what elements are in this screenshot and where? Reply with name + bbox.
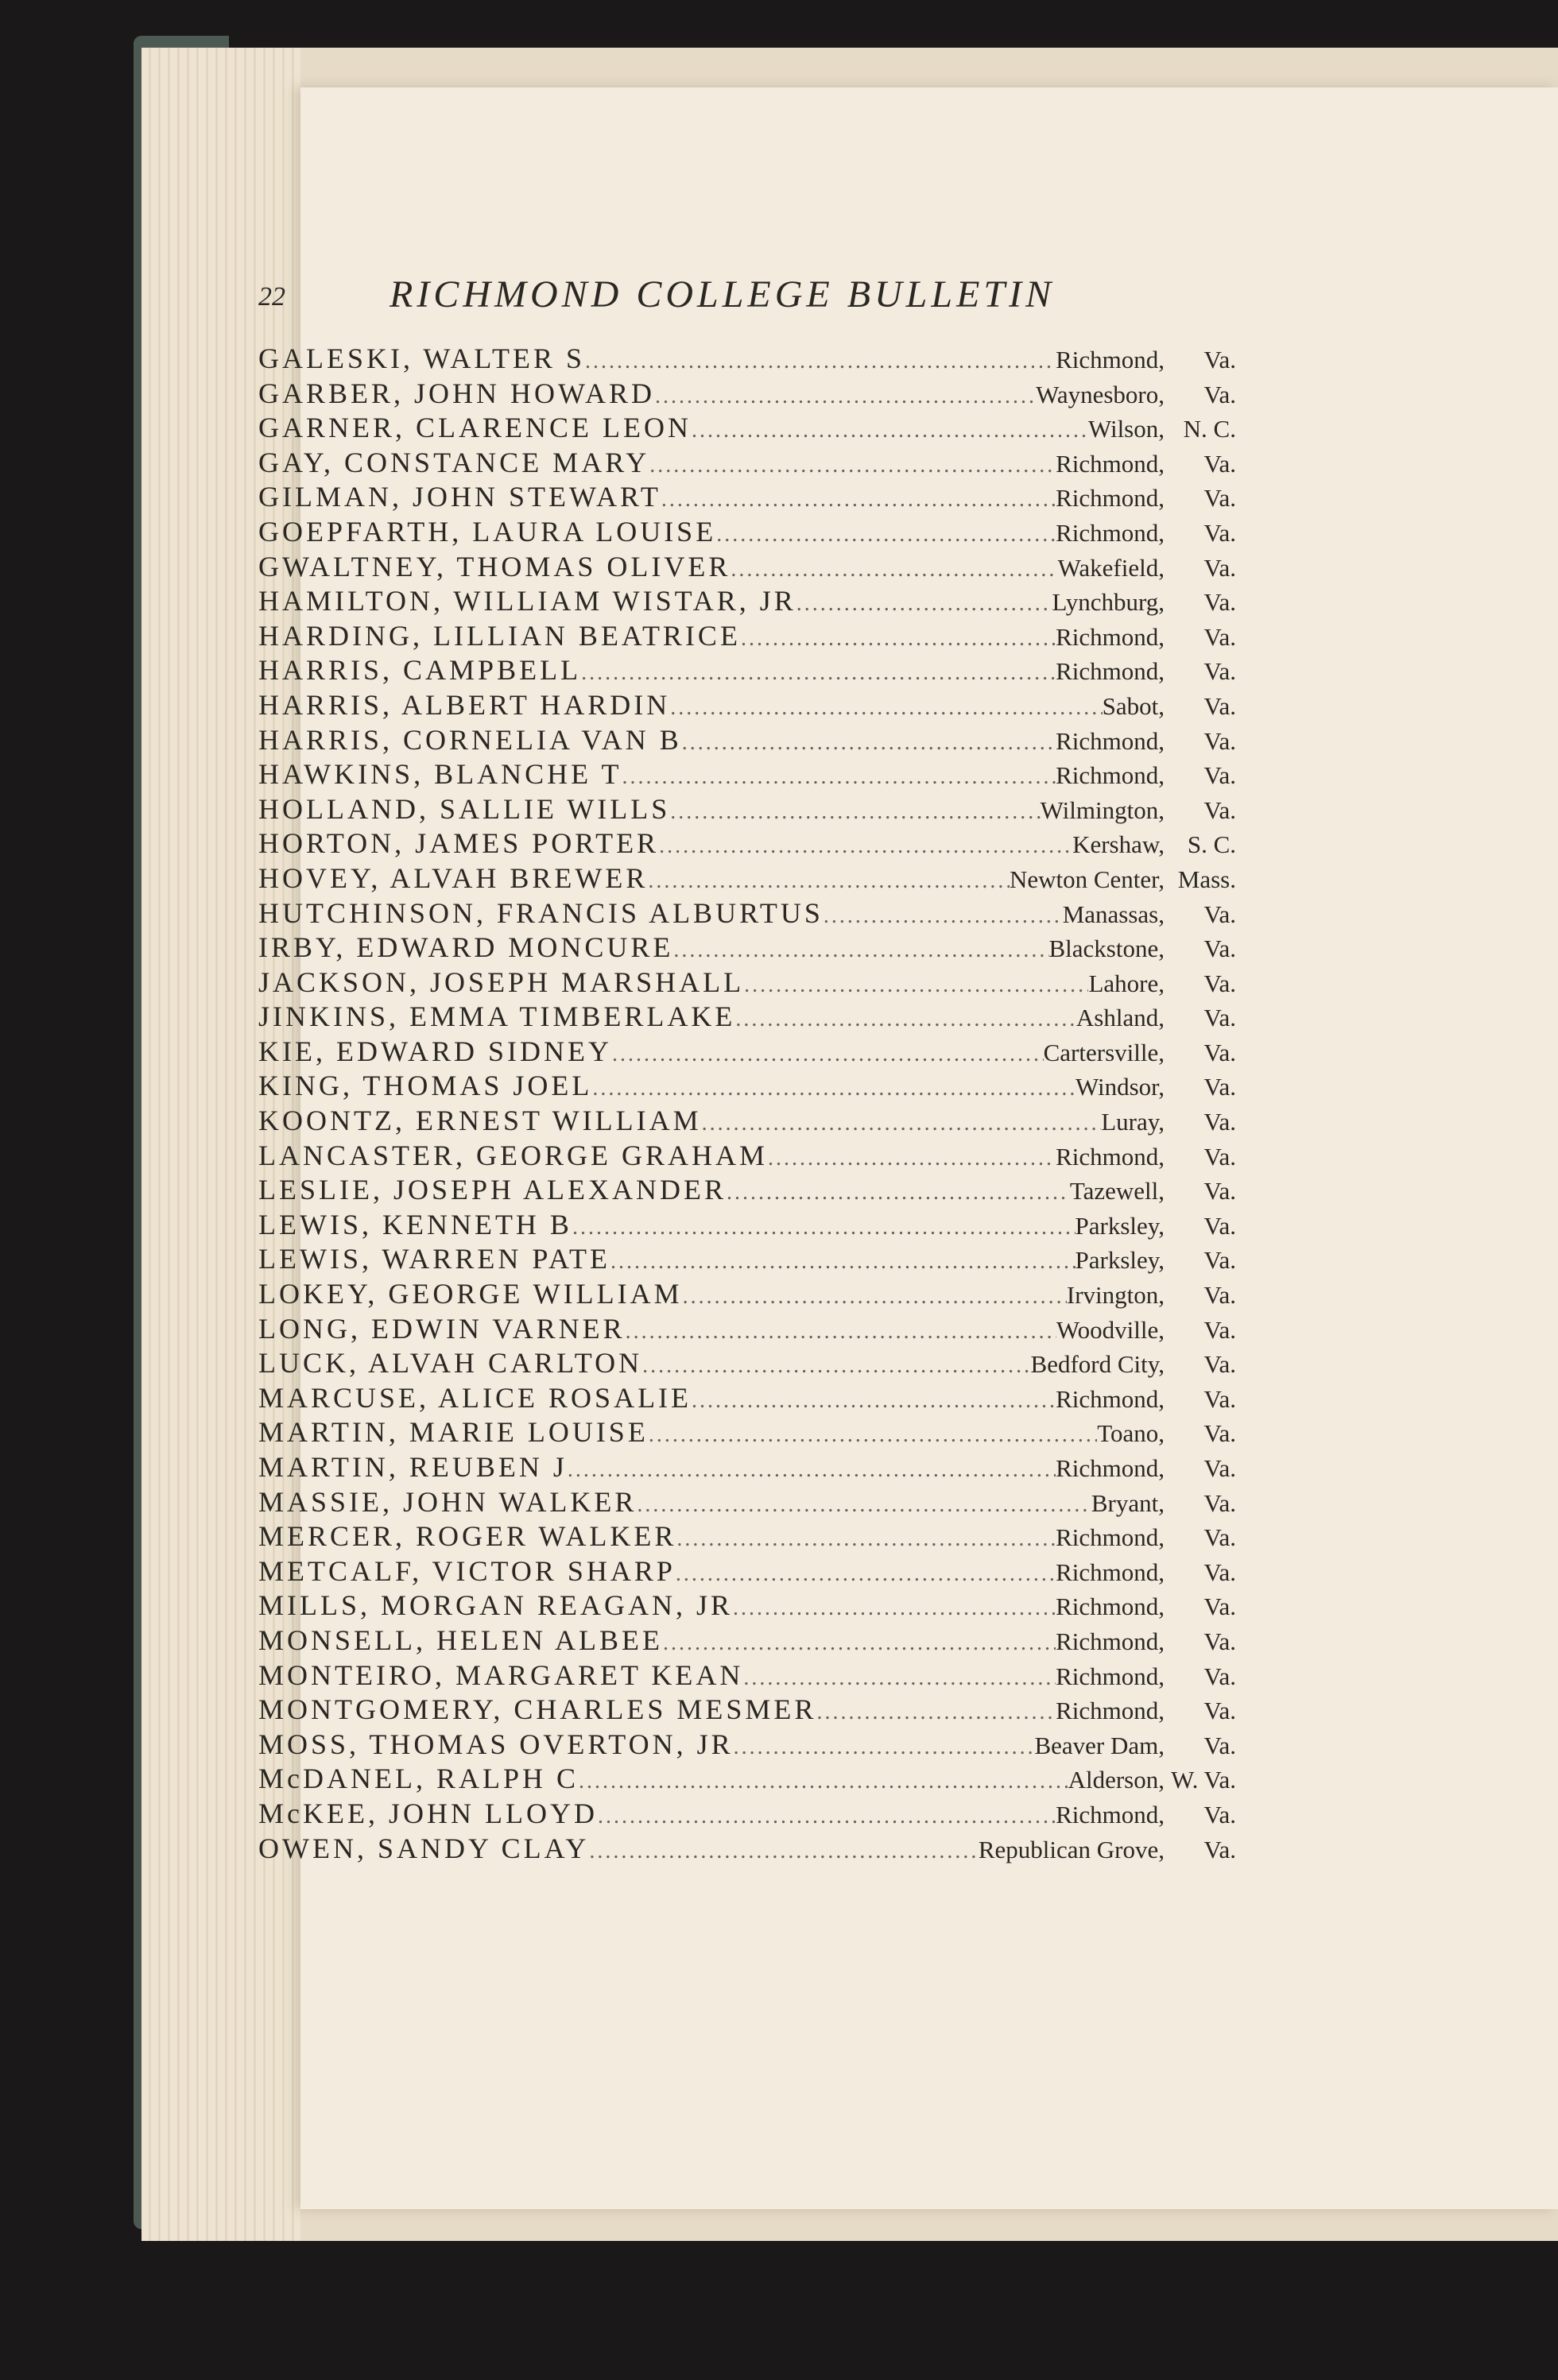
state: Va. [1203,1038,1236,1066]
dot-leader [649,1422,1097,1448]
state: Va. [1203,1592,1236,1621]
student-name: METCALF, VICTOR SHARP [258,1554,676,1587]
roster-entry [258,619,1236,654]
state: Va. [1203,449,1236,478]
hometown: Wilmington, [1040,795,1165,824]
student-name: MASSIE, JOHN WALKER [258,1485,638,1518]
hometown: Alderson, [1068,1766,1165,1794]
student-name: HUTCHINSON, FRANCIS ALBURTUS [258,896,824,929]
student-name: MERCER, ROGER WALKER [258,1520,677,1553]
dot-leader [648,869,1010,894]
state: Va. [1203,622,1236,651]
dot-leader [683,1284,1067,1310]
hometown: Newton Center, [1009,865,1165,893]
hometown: Windsor, [1075,1073,1165,1101]
state: Va. [1203,1662,1236,1690]
roster-entry [258,1208,1236,1243]
dot-leader [670,695,1102,721]
hometown: Woodville, [1056,1315,1165,1344]
student-name: HOLLAND, SALLIE WILLS [258,792,671,825]
state: Va. [1203,1384,1236,1413]
dot-leader [637,1492,1091,1518]
dot-leader [692,1388,1056,1414]
state: Va. [1203,1246,1236,1275]
page-title: RICHMOND COLLEGE BULLETIN [390,273,1056,315]
running-head [258,273,1204,320]
dot-leader [735,1007,1076,1032]
student-name: GOEPFARTH, LAURA LOUISE [258,515,717,548]
student-name: MARCUSE, ALICE ROSALIE [258,1381,692,1414]
dot-leader [592,1076,1075,1101]
student-name: MILLS, MORGAN REAGAN, JR [258,1589,734,1622]
state: Va. [1203,588,1236,617]
student-name: JINKINS, EMMA TIMBERLAKE [258,1000,736,1033]
roster-entry [258,446,1236,481]
hometown: Richmond, [1056,1558,1165,1586]
hometown: Richmond, [1056,726,1165,755]
student-name: HAMILTON, WILLIAM WISTAR, JR [258,585,796,617]
dot-leader [824,904,1063,929]
hometown: Lynchburg, [1052,588,1165,617]
dot-leader [731,557,1057,582]
roster-entry [258,584,1236,619]
roster-entry [258,1173,1236,1208]
hometown: Richmond, [1056,657,1165,686]
state: Va. [1203,657,1236,686]
roster-entry [258,1139,1236,1174]
student-name: HOVEY, ALVAH BREWER [258,861,649,894]
student-name: GAY, CONSTANCE MARY [258,446,650,478]
dot-leader [659,834,1072,859]
state: Va. [1203,1004,1236,1032]
state: Va. [1203,761,1236,790]
dot-leader [649,453,1056,478]
hometown: Richmond, [1056,1142,1165,1171]
roster-entry [258,1069,1236,1104]
hometown: Richmond, [1056,449,1165,478]
roster-entry [258,1797,1236,1832]
hometown: Richmond, [1056,1662,1165,1690]
hometown: Richmond, [1056,484,1165,513]
roster-entry [258,1104,1236,1139]
dot-leader [612,1042,1044,1067]
roster-entry [258,1000,1236,1035]
hometown: Sabot, [1102,691,1165,720]
hometown: Waynesboro, [1036,380,1165,408]
state: Va. [1203,1108,1236,1136]
state: Va. [1203,1073,1236,1101]
roster-entry [258,688,1236,723]
student-name: MARTIN, REUBEN J [258,1451,568,1483]
dot-leader [579,1769,1068,1794]
student-name: KOONTZ, ERNEST WILLIAM [258,1105,702,1137]
roster-entry [258,515,1236,550]
state: Va. [1203,1281,1236,1310]
state: Mass. [1177,865,1236,893]
student-name: LEWIS, KENNETH B [258,1208,572,1240]
roster-entry [258,342,1236,377]
state: Va. [1203,1835,1236,1863]
dot-leader [585,349,1056,374]
hometown: Toano, [1097,1419,1165,1448]
student-name: LESLIE, JOSEPH ALEXANDER [258,1174,727,1206]
state: Va. [1203,1454,1236,1482]
state: Va. [1203,1523,1236,1552]
student-name: HARRIS, CORNELIA VAN B [258,723,682,756]
roster-entry [258,757,1236,792]
student-name: HARDING, LILLIAN BEATRICE [258,619,741,652]
state: W. Va. [1171,1766,1236,1794]
roster-entry [258,1450,1236,1485]
student-name: IRBY, EDWARD MONCURE [258,931,674,964]
page-number: 22 [258,282,285,312]
state: Va. [1203,1177,1236,1205]
hometown: Manassas, [1062,900,1165,928]
roster-entry [258,861,1236,896]
roster-entry [258,826,1236,861]
hometown: Richmond, [1056,622,1165,651]
hometown: Parksley, [1075,1211,1165,1240]
roster-entry [258,1242,1236,1277]
dot-leader [816,1700,1056,1725]
state: Va. [1203,795,1236,824]
hometown: Tazewell, [1069,1177,1165,1205]
state: Va. [1203,380,1236,408]
hometown: Bedford City, [1030,1350,1165,1379]
hometown: Irvington, [1066,1281,1165,1310]
hometown: Blackstone, [1048,935,1165,963]
roster-entry [258,1832,1236,1867]
state: Va. [1203,900,1236,928]
roster-entry [258,1381,1236,1416]
roster-entry [258,1554,1236,1589]
student-name: GALESKI, WALTER S [258,342,586,374]
hometown: Wakefield, [1057,553,1165,582]
dot-leader [581,660,1056,686]
hometown: Richmond, [1056,761,1165,790]
state: Va. [1203,1315,1236,1344]
dot-leader [744,973,1088,998]
roster-entry [258,896,1236,931]
state: Va. [1203,935,1236,963]
roster-entry [258,480,1236,515]
roster-entry [258,792,1236,827]
roster-entry [258,653,1236,688]
hometown: Richmond, [1056,1523,1165,1552]
state: Va. [1203,1142,1236,1171]
hometown: Richmond, [1056,346,1165,373]
roster-entry [258,1485,1236,1520]
state: Va. [1203,1558,1236,1586]
student-name: GWALTNEY, THOMAS OLIVER [258,550,731,582]
student-name: GARNER, CLARENCE LEON [258,412,692,444]
roster-entry [258,1762,1236,1797]
hometown: Ashland, [1075,1004,1165,1032]
dot-leader [682,730,1056,756]
student-name: MARTIN, MARIE LOUISE [258,1416,649,1449]
dot-leader [702,1111,1102,1136]
roster-entry [258,1519,1236,1554]
state: Va. [1203,1419,1236,1448]
dot-leader [670,799,1040,825]
dot-leader [568,1457,1056,1483]
hometown: Cartersville, [1043,1038,1165,1066]
dot-leader [676,1527,1056,1552]
dot-leader [741,626,1056,652]
roster-entry [258,723,1236,758]
state: N. C. [1183,415,1236,443]
student-name: LOKEY, GEORGE WILLIAM [258,1278,683,1310]
state: S. C. [1187,830,1236,859]
dot-leader [622,764,1056,790]
roster-entry [258,1693,1236,1728]
dot-leader [692,418,1088,443]
dot-leader [796,591,1052,617]
student-roster [258,342,1236,1866]
student-name: KING, THOMAS JOEL [258,1070,593,1102]
hometown: Richmond, [1056,518,1165,547]
dot-leader [733,1596,1056,1621]
hometown: Republican Grove, [978,1835,1165,1863]
dot-leader [768,1146,1056,1171]
dot-leader [743,1666,1056,1691]
hometown: Parksley, [1075,1246,1165,1275]
state: Va. [1203,691,1236,720]
roster-entry [258,1035,1236,1070]
state: Va. [1203,518,1236,547]
student-name: GILMAN, JOHN STEWART [258,481,661,513]
roster-entry [258,931,1236,966]
student-name: McDANEL, RALPH C [258,1763,579,1795]
state: Va. [1203,484,1236,513]
student-name: OWEN, SANDY CLAY [258,1832,590,1864]
student-name: LEWIS, WARREN PATE [258,1243,611,1275]
state: Va. [1203,346,1236,373]
dot-leader [727,1180,1070,1205]
hometown: Richmond, [1056,1592,1165,1621]
state: Va. [1203,553,1236,582]
roster-entry [258,411,1236,446]
dot-leader [663,1631,1056,1656]
dot-leader [642,1353,1030,1379]
dot-leader [661,487,1056,513]
state: Va. [1203,1350,1236,1379]
dot-leader [626,1319,1056,1345]
student-name: LUCK, ALVAH CARLTON [258,1347,643,1380]
dot-leader [716,522,1056,548]
roster-entry [258,377,1236,412]
student-name: MOSS, THOMAS OVERTON, JR [258,1728,734,1760]
student-name: GARBER, JOHN HOWARD [258,377,656,409]
student-name: LANCASTER, GEORGE GRAHAM [258,1139,769,1171]
hometown: Richmond, [1056,1454,1165,1482]
dot-leader [572,1215,1075,1240]
hometown: Kershaw, [1072,830,1165,859]
dot-leader [610,1249,1075,1275]
state: Va. [1203,1697,1236,1725]
dot-leader [598,1804,1056,1829]
dot-leader [673,938,1048,963]
hometown: Lahore, [1088,969,1165,997]
student-name: HARRIS, CAMPBELL [258,654,582,687]
roster-entry [258,1589,1236,1623]
hometown: Bryant, [1091,1488,1165,1517]
student-name: HARRIS, ALBERT HARDIN [258,688,671,721]
roster-entry [258,966,1236,1000]
roster-entry [258,1728,1236,1763]
student-name: LONG, EDWIN VARNER [258,1312,626,1345]
state: Va. [1203,1627,1236,1655]
student-name: HAWKINS, BLANCHE T [258,758,622,791]
roster-entry [258,1312,1236,1347]
roster-entry [258,1623,1236,1658]
hometown: Richmond, [1056,1800,1165,1829]
state: Va. [1203,1488,1236,1517]
student-name: MONSELL, HELEN ALBEE [258,1623,663,1656]
state: Va. [1203,1800,1236,1829]
hometown: Luray, [1101,1108,1165,1136]
dot-leader [589,1839,979,1864]
student-name: JACKSON, JOSEPH MARSHALL [258,966,745,998]
hometown: Richmond, [1056,1627,1165,1655]
roster-entry [258,1658,1236,1693]
student-name: KIE, EDWARD SIDNEY [258,1035,612,1067]
hometown: Richmond, [1056,1384,1165,1413]
student-name: McKEE, JOHN LLOYD [258,1797,598,1829]
roster-entry [258,1415,1236,1450]
dot-leader [676,1562,1056,1587]
hometown: Wilson, [1087,415,1165,443]
student-name: MONTEIRO, MARGARET KEAN [258,1658,744,1691]
student-name: MONTGOMERY, CHARLES MESMER [258,1693,817,1726]
roster-entry [258,1277,1236,1312]
hometown: Richmond, [1056,1697,1165,1725]
dot-leader [655,384,1036,409]
state: Va. [1203,969,1236,997]
state: Va. [1203,726,1236,755]
state: Va. [1203,1211,1236,1240]
roster-entry [258,1346,1236,1381]
student-name: HORTON, JAMES PORTER [258,827,660,860]
roster-entry [258,550,1236,585]
dot-leader [734,1735,1035,1760]
state: Va. [1203,1731,1236,1759]
hometown: Beaver Dam, [1034,1731,1165,1759]
